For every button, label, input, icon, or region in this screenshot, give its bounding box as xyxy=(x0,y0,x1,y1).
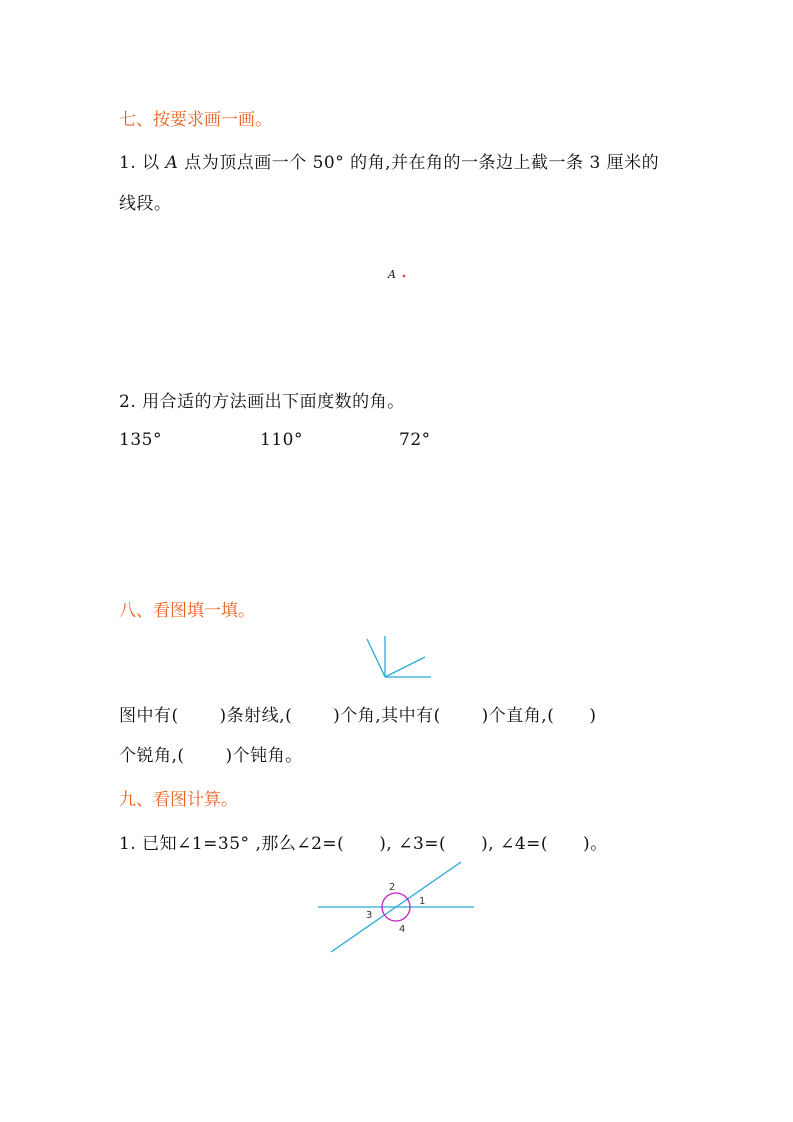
question-8-line1: 图中有( )条射线,( )个角,其中有( )个直角,( ) xyxy=(119,706,597,726)
question-7-2: 2. 用合适的方法画出下面度数的角。 xyxy=(119,392,405,412)
question-7-1-line2: 线段。 xyxy=(119,194,172,214)
rays-diagram xyxy=(362,636,432,681)
question-7-1 xyxy=(119,148,659,173)
section-7-heading: 七、按要求画一画。 xyxy=(119,110,272,130)
question-7-1-prefix: 1. 以 xyxy=(119,153,166,173)
angle-72: 72° xyxy=(399,430,431,450)
angle-label-2: 2 xyxy=(389,882,396,893)
section-9-heading: 九、看图计算。 xyxy=(119,790,238,810)
point-a-label: A xyxy=(388,268,396,281)
angle-label-1: 1 xyxy=(419,896,426,907)
question-8-line2: 个锐角,( )个钝角。 xyxy=(119,746,303,766)
angle-110: 110° xyxy=(260,430,303,450)
question-7-1-rest: 点为顶点画一个 50° 的角,并在角的一条边上截一条 3 厘米的 xyxy=(178,153,660,173)
point-a-dot xyxy=(401,273,407,279)
question-9-1: 1. 已知∠1=35° ,那么∠2=( ), ∠3=( ), ∠4=( )。 xyxy=(119,834,608,854)
ray-right xyxy=(385,657,425,677)
section-8-heading: 八、看图填一填。 xyxy=(119,601,255,621)
angle-label-4: 4 xyxy=(399,924,406,935)
angle-135: 135° xyxy=(119,430,162,450)
intersecting-lines-diagram xyxy=(316,860,476,955)
ray-left xyxy=(367,639,385,677)
angle-label-3: 3 xyxy=(366,910,373,921)
question-7-1-point: A xyxy=(165,153,179,173)
